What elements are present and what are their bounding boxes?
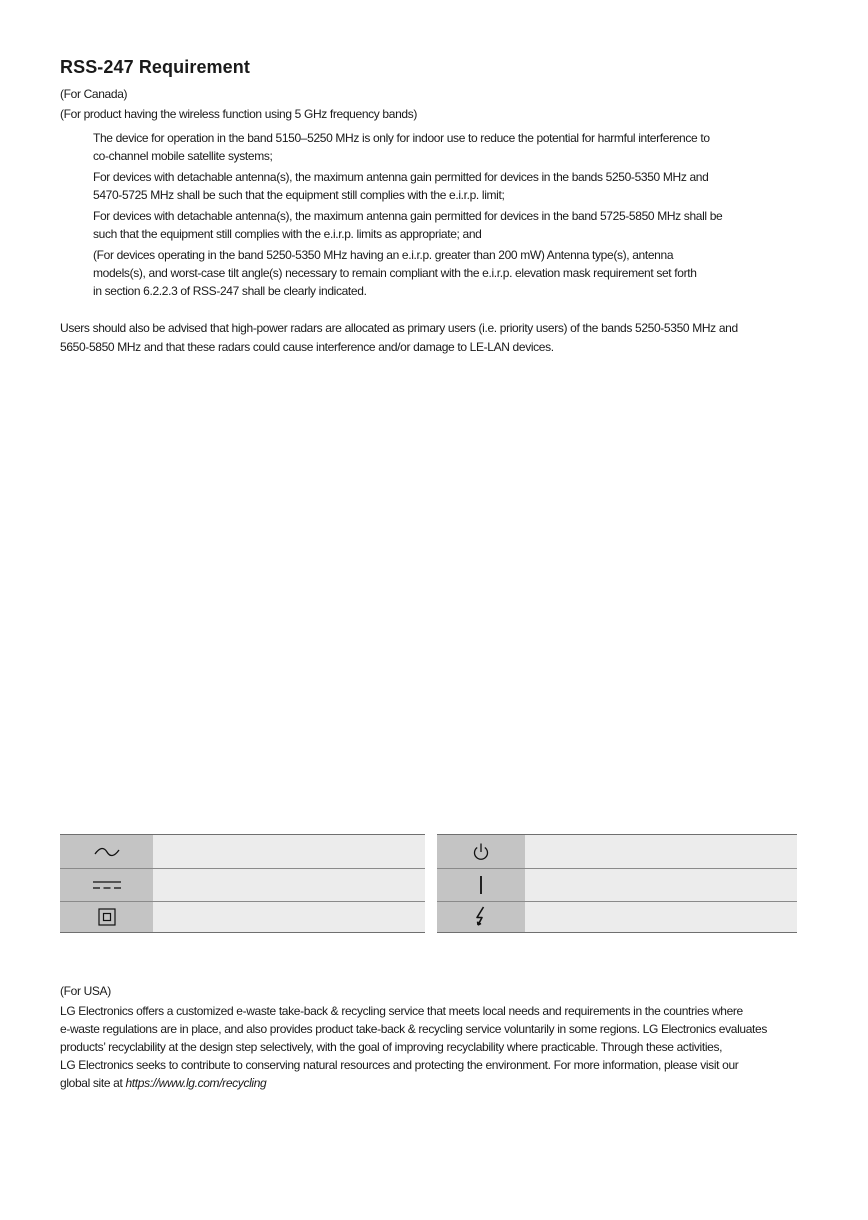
- usa-line-1: LG Electronics offers a customized e-waste take-back & recycling service that meets local needs and requirements in the countries where: [60, 1004, 743, 1018]
- usa-line-2: e-waste regulations are in place, and also provides product take-back & recycling service voluntarily in some regions. LG Electronics evaluates: [60, 1022, 767, 1036]
- symbol-description: [153, 835, 425, 868]
- radar-note-line-2: 5650-5850 MHz and that these radars could cause interference and/or damage to LE-LAN devices.: [60, 340, 554, 354]
- intro-text: (For product having the wireless function using 5 GHz frequency bands): [60, 107, 418, 121]
- class-ii-equipment-icon: [60, 902, 153, 932]
- radar-note-line-1: Users should also be advised that high-power radars are allocated as primary users (i.e. priority users) of the bands 5250-5350 MHz and: [60, 321, 738, 335]
- power-on-icon: [437, 869, 525, 901]
- symbol-row: [60, 901, 425, 932]
- symbol-description: [525, 835, 797, 868]
- item-2-line-2: 5470-5725 MHz shall be such that the equipment still complies with the e.i.r.p. limit;: [93, 188, 505, 202]
- usa-line-5-prefix: global site at: [60, 1076, 126, 1090]
- symbol-row: [437, 868, 797, 901]
- usa-line-5: [60, 1075, 266, 1092]
- item-2-line-1: For devices with detachable antenna(s), the maximum antenna gain permitted for devices in the bands 5250-5350 MHz and: [93, 170, 709, 184]
- symbol-row: [437, 835, 797, 868]
- symbol-row: [60, 835, 425, 868]
- symbol-row: [437, 901, 797, 932]
- section-title: RSS-247 Requirement: [60, 57, 250, 77]
- recycling-link[interactable]: https://www.lg.com/recycling: [125, 1076, 267, 1090]
- symbol-table-left: [60, 834, 425, 933]
- for-canada-label: (For Canada): [60, 87, 128, 101]
- for-usa-label: (For USA): [60, 984, 111, 998]
- symbol-description: [525, 869, 797, 901]
- standby-power-icon: [437, 835, 525, 868]
- dc-current-icon: [60, 869, 153, 901]
- hazardous-voltage-icon: [437, 902, 525, 932]
- symbol-description: [153, 869, 425, 901]
- usa-line-3: products’ recyclability at the design step selectively, with the goal of improving recyclability where practicable. Through these activities,: [60, 1040, 723, 1054]
- symbol-row: [60, 868, 425, 901]
- item-4-line-3: in section 6.2.2.3 of RSS-247 shall be clearly indicated.: [93, 284, 367, 298]
- symbol-description: [525, 902, 797, 932]
- item-1-line-2: co-channel mobile satellite systems;: [93, 149, 273, 163]
- ac-current-icon: [60, 835, 153, 868]
- symbol-description: [153, 902, 425, 932]
- usa-line-4: LG Electronics seeks to contribute to conserving natural resources and protecting the environment. For more information, please visit our: [60, 1058, 739, 1072]
- item-3-line-1: For devices with detachable antenna(s), the maximum antenna gain permitted for devices in the band 5725-5850 MHz shall be: [93, 209, 723, 223]
- symbol-table-right: [437, 834, 797, 933]
- item-3-line-2: such that the equipment still complies with the e.i.r.p. limits as appropriate; and: [93, 227, 482, 241]
- item-4-line-1: (For devices operating in the band 5250-5350 MHz having an e.i.r.p. greater than 200 mW) Antenna type(s), antenna: [93, 248, 674, 262]
- item-1-line-1: The device for operation in the band 5150–5250 MHz is only for indoor use to reduce the potential for harmful interference to: [93, 131, 710, 145]
- item-4-line-2: models(s), and worst-case tilt angle(s) necessary to remain compliant with the e.i.r.p. elevation mask requirement set forth: [93, 266, 697, 280]
